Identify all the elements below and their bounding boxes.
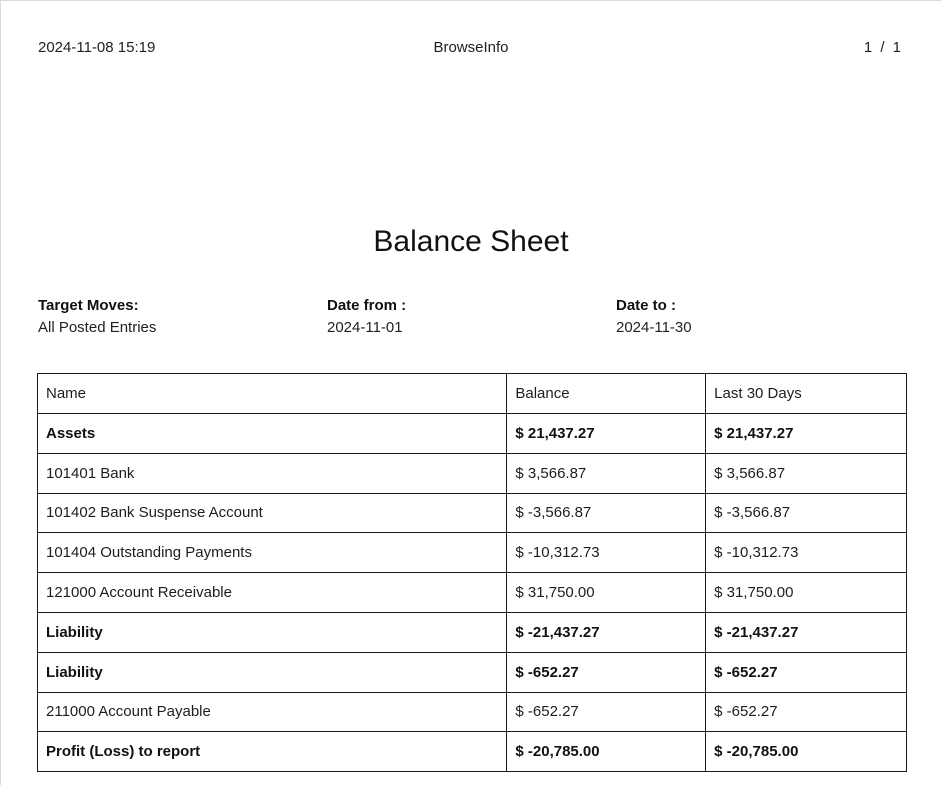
balance-cell: $ -20,785.00 (507, 732, 706, 772)
balance-cell: $ 3,566.87 (507, 453, 706, 493)
filter-label: Date from : (327, 297, 407, 314)
table-row (38, 453, 907, 493)
table-row (38, 533, 907, 573)
last-30-days-cell: $ -10,312.73 (706, 533, 907, 573)
account-name-cell: Assets (38, 414, 507, 454)
last-30-days-cell: $ 3,566.87 (706, 453, 907, 493)
print-site-name: BrowseInfo (433, 39, 509, 56)
filter-date-from (327, 297, 406, 336)
account-name-cell: 121000 Account Receivable (38, 573, 507, 613)
account-name-cell: 101402 Bank Suspense Account (38, 493, 507, 533)
filter-value: 2024-11-30 (616, 319, 692, 336)
column-header-balance: Balance (507, 374, 706, 414)
table-row (38, 652, 907, 692)
account-name-cell: 101404 Outstanding Payments (38, 533, 507, 573)
filter-value: 2024-11-01 (327, 319, 403, 336)
report-title: Balance Sheet (373, 225, 569, 258)
balance-cell: $ -21,437.27 (507, 612, 706, 652)
table-header-row (38, 374, 907, 414)
last-30-days-cell: $ -652.27 (706, 692, 907, 732)
last-30-days-cell: $ -21,437.27 (706, 612, 907, 652)
print-datetime: 2024-11-08 15:19 (38, 39, 156, 56)
last-30-days-cell: $ -652.27 (706, 652, 907, 692)
page-number: 1 / 1 (863, 39, 903, 56)
table-row (38, 573, 907, 613)
account-name-cell: Profit (Loss) to report (38, 732, 507, 772)
last-30-days-cell: $ 31,750.00 (706, 573, 907, 613)
account-name-cell: Liability (38, 652, 507, 692)
filter-date-to (616, 297, 692, 336)
last-30-days-cell: $ 21,437.27 (706, 414, 907, 454)
table-row (38, 493, 907, 533)
filter-label: Target Moves: (38, 297, 139, 314)
balance-cell: $ -652.27 (507, 652, 706, 692)
account-name-cell: 101401 Bank (38, 453, 507, 493)
table-row (38, 612, 907, 652)
filter-value: All Posted Entries (38, 319, 157, 336)
print-header (1, 39, 941, 59)
filter-label: Date to : (616, 297, 676, 314)
balance-cell: $ 21,437.27 (507, 414, 706, 454)
balance-cell: $ -3,566.87 (507, 493, 706, 533)
filter-target-moves (38, 297, 156, 336)
balance-sheet-table (37, 373, 907, 772)
table-body (38, 414, 907, 772)
report-filters (1, 297, 941, 343)
last-30-days-cell: $ -20,785.00 (706, 732, 907, 772)
table-row (38, 692, 907, 732)
table-row (38, 414, 907, 454)
balance-cell: $ 31,750.00 (507, 573, 706, 613)
column-header-name: Name (38, 374, 507, 414)
account-name-cell: Liability (38, 612, 507, 652)
table-row (38, 732, 907, 772)
column-header-last-30-days: Last 30 Days (706, 374, 907, 414)
account-name-cell: 211000 Account Payable (38, 692, 507, 732)
last-30-days-cell: $ -3,566.87 (706, 493, 907, 533)
balance-cell: $ -10,312.73 (507, 533, 706, 573)
balance-cell: $ -652.27 (507, 692, 706, 732)
